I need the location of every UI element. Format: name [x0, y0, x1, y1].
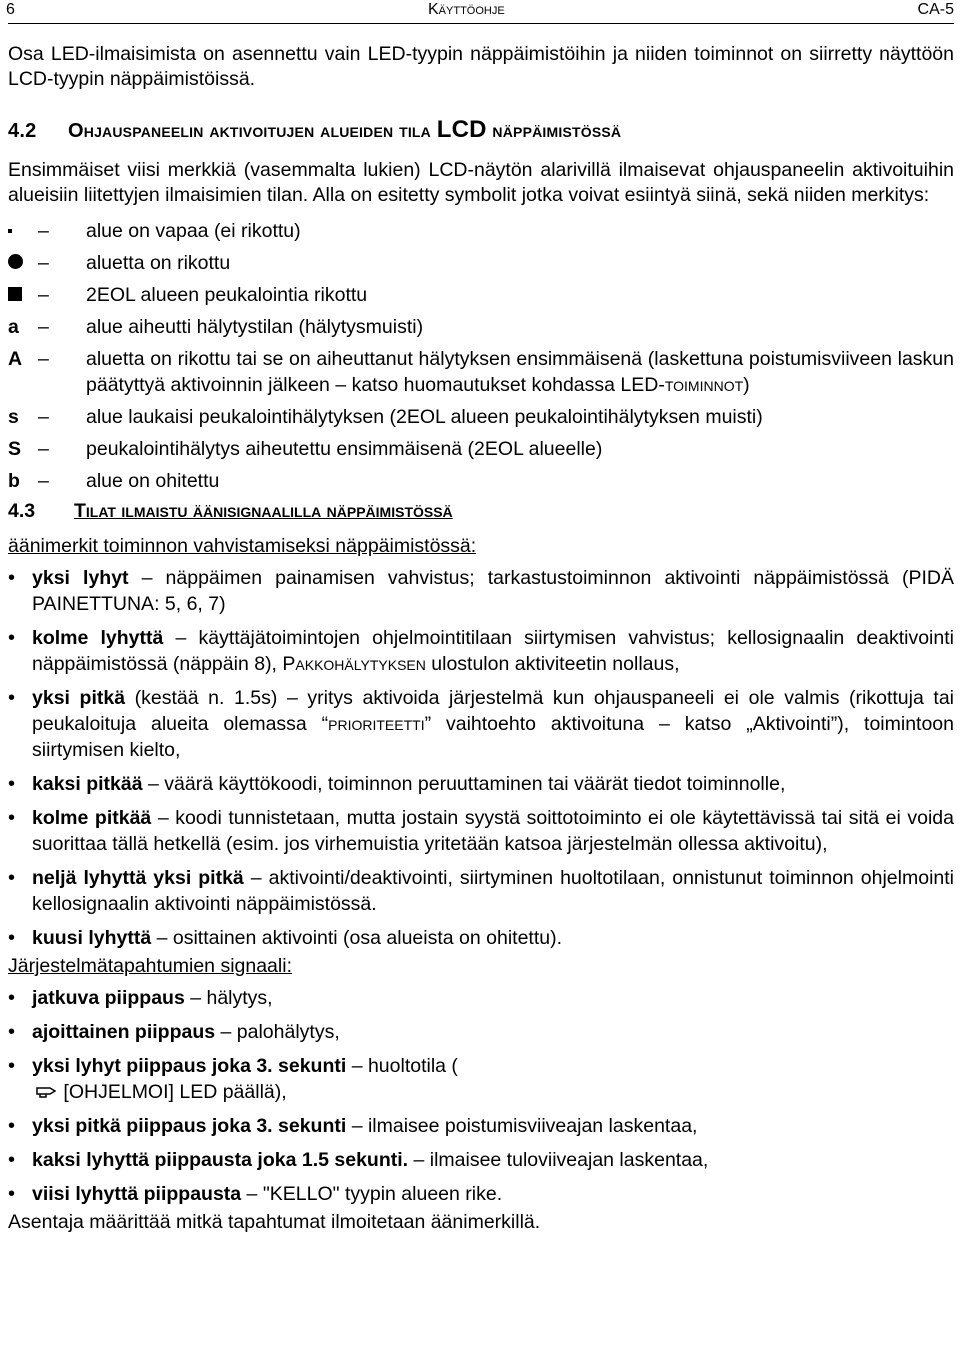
symbol-char: s [8, 406, 19, 428]
item-term: kaksi pitkää [32, 773, 143, 795]
item-text: [OHJELMOI] LED päällä), [63, 1081, 287, 1103]
item-text: – koodi tunnistetaan, mutta jostain syystä soittotoiminto ei ole käytettävissä tai sitä ei voida suorittaa tällä hetkellä (esim. jos virhemuistia yritetään katsoa järjestelmän ollessa aktivoitu), [32, 807, 954, 855]
dash: – [38, 252, 49, 274]
item-term: kaksi lyhyttä piippausta joka 1.5 sekunti. [32, 1149, 409, 1171]
pointing-hand-icon [36, 1079, 58, 1105]
symbol-description: peukalointihälytys aiheutettu ensimmäisenä (2EOL alueelle) [86, 438, 603, 460]
symbol-row [8, 468, 954, 494]
section-4-2-heading [8, 116, 954, 144]
list-item [8, 865, 954, 917]
confirm-heading: äänimerkit toiminnon vahvistamiseksi näppäimistössä: [8, 535, 477, 557]
system-heading: Järjestelmätapahtumien signaali: [8, 955, 292, 977]
section-title: Tilat ilmaistu äänisignaalilla näppäimistössä [74, 500, 453, 522]
item-text: akkohälytyksen [295, 653, 426, 675]
dash: – [38, 470, 49, 492]
section-title-part: näppäimistössä [486, 120, 622, 142]
dash: – [38, 406, 49, 428]
list-item [8, 1147, 954, 1173]
item-text: – huoltotila ( [346, 1055, 458, 1077]
item-text: – käyttäjätoimintojen ohjelmointitilaan siirtymisen vahvistus; kellosignaalin deaktivointi näppäimistössä (näppäin 8), P [32, 627, 954, 675]
list-item [8, 1113, 954, 1139]
system-list [8, 985, 954, 1207]
item-text: ” vaihtoehto aktivoituna – katso „Aktivointi”), toimintoon siirtymisen kielto, [32, 713, 954, 761]
item-text: prioriteetti [328, 713, 425, 735]
list-item [8, 565, 954, 617]
list-item [8, 1181, 954, 1207]
item-text: – "KELLO" tyypin alueen rike. [241, 1183, 503, 1205]
item-text: – hälytys, [184, 987, 273, 1009]
symbol-description: aluetta on rikottu [86, 252, 231, 274]
item-term: kuusi lyhyttä [32, 927, 152, 949]
item-term: yksi pitkä piippaus joka 3. sekunti [32, 1115, 347, 1137]
symbol-char: a [8, 316, 19, 338]
symbol-row [8, 250, 954, 276]
section-title-lcd: LCD [436, 116, 487, 143]
section-4-3-heading [8, 500, 954, 523]
list-item [8, 685, 954, 763]
dash: – [38, 438, 49, 460]
symbol-row [8, 314, 954, 340]
dash: – [38, 348, 49, 370]
symbol-description: alue on ohitettu [86, 470, 220, 492]
item-term: jatkuva piippaus [32, 987, 185, 1009]
item-term: yksi lyhyt piippaus joka 3. sekunti [32, 1055, 347, 1077]
symbol-description [86, 346, 954, 398]
item-text: (kestää n. 1.5s) – yritys aktivoida järjestelmä kun ohjauspaneeli ei ole valmis (rikottuja tai peukaloituja alueita olemassa “ [32, 687, 954, 735]
text-part: aluetta on rikottu tai se on aiheuttanut hälytyksen ensimmäisenä (laskettuna poistumisviiveen laskun päätyttyä aktivoinnin jälkeen – katso huomautukset kohdassa LED- [86, 348, 954, 396]
item-text: – osittainen aktivointi (osa alueista on ohitettu). [151, 927, 563, 949]
header-title: Käyttöohje [428, 1, 505, 18]
list-item [8, 1019, 954, 1045]
item-text: – näppäimen painamisen vahvistus; tarkastustoiminnon aktivointi näppäimistössä (PIDÄ PAINETTUNA: 5, 6, 7) [32, 567, 954, 615]
item-term: yksi pitkä [32, 687, 126, 709]
dash: – [38, 316, 49, 338]
symbol-description: alue on vapaa (ei rikottu) [86, 220, 301, 242]
symbol-list [8, 218, 954, 494]
dash: – [38, 220, 49, 242]
item-term: viisi lyhyttä piippausta [32, 1183, 242, 1205]
item-text: – palohälytys, [215, 1021, 340, 1043]
filled-circle-icon [8, 250, 38, 276]
symbol-description: alue laukaisi peukalointihälytyksen (2EOL alueen peukalointihälytyksen muisti) [86, 406, 763, 428]
symbol-char: A [8, 348, 23, 370]
symbol-char: S [8, 438, 22, 460]
small-square-icon [8, 218, 38, 244]
symbol-description: alue aiheutti hälytystilan (hälytysmuisti) [86, 316, 424, 338]
item-term: ajoittainen piippaus [32, 1021, 216, 1043]
confirm-list [8, 565, 954, 951]
symbol-row [8, 218, 954, 244]
dash: – [38, 284, 49, 306]
section-title-part: Ohjauspaneelin aktivoitujen alueiden tila [68, 120, 437, 142]
section-number: 4.2 [8, 120, 37, 142]
symbol-char: b [8, 470, 20, 492]
document-page [8, 0, 954, 1235]
list-item [8, 805, 954, 857]
item-text: ulostulon aktiviteetin nollaus, [425, 653, 680, 675]
item-text: – väärä käyttökoodi, toiminnon peruuttaminen tai väärät tiedot toiminnolle, [142, 773, 786, 795]
item-text: – ilmaisee tuloviiveajan laskentaa, [408, 1149, 709, 1171]
section-4-2-paragraph: Ensimmäiset viisi merkkiä (vasemmalta lukien) LCD-näytön alarivillä ilmaisevat ohjauspaneelin aktivoituihin alueisiin liitettyjen ilmaisimien tilan. Alla on esitetty symbolit jotka voivat esiintyä siinä, sekä niiden merkitys: [8, 159, 954, 206]
page-header [8, 1, 954, 24]
symbol-row [8, 346, 954, 398]
list-item [8, 771, 954, 797]
item-term: kolme pitkää [32, 807, 152, 829]
item-text: – ilmaisee poistumisviiveajan laskentaa, [346, 1115, 698, 1137]
text-part: toiminnot [664, 374, 744, 396]
footer-text: Asentaja määrittää mitkä tapahtumat ilmoitetaan äänimerkillä. [8, 1211, 541, 1233]
item-term: yksi lyhyt [32, 567, 129, 589]
symbol-description: 2EOL alueen peukalointia rikottu [86, 284, 368, 306]
item-term: kolme lyhyttä [32, 627, 164, 649]
symbol-row [8, 404, 954, 430]
symbol-row [8, 282, 954, 308]
item-term: neljä lyhyttä yksi pitkä [32, 867, 244, 889]
item-text: – aktivointi/deaktivointi, siirtyminen huoltotilaan, onnistunut toiminnon ohjelmointi kellosignaalin aktivointi näppäimistössä. [32, 867, 954, 915]
header-code: CA-5 [917, 1, 954, 18]
section-number: 4.3 [8, 500, 36, 522]
list-item [8, 925, 954, 951]
page-number: 6 [6, 1, 15, 18]
text-part: ) [743, 374, 750, 396]
list-item [8, 625, 954, 677]
symbol-row [8, 436, 954, 462]
intro-paragraph: Osa LED-ilmaisimista on asennettu vain LED-tyypin näppäimistöihin ja niiden toiminnot on siirretty näyttöön LCD-tyypin näppäimistöissä. [8, 43, 954, 90]
list-item [8, 985, 954, 1011]
list-item [8, 1053, 954, 1105]
filled-square-icon [8, 282, 38, 308]
